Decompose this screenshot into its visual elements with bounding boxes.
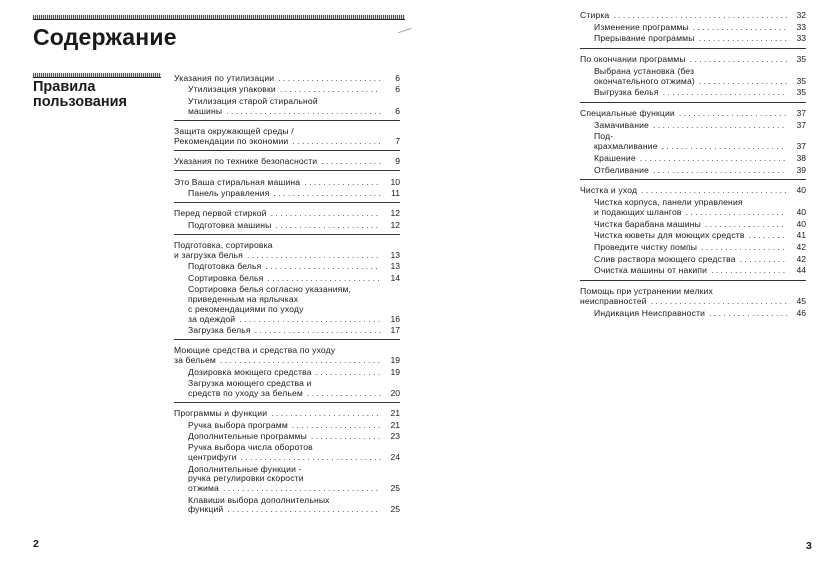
toc-subentry-text: Чистка кюветы для моющих средств	[594, 230, 745, 241]
dot-leader: . . . . . . . . . . . . . . . . . . .	[698, 75, 788, 86]
toc-page-number: 9	[395, 156, 400, 167]
document-title: Содержание	[33, 24, 177, 50]
toc-page-number: 19	[390, 366, 400, 377]
toc-subentry-text: Клавиши выбора дополнительных	[188, 494, 330, 505]
section-separator	[580, 48, 806, 49]
toc-page-number: 7	[395, 135, 400, 146]
dot-leader: . . . . . . . . . . . . . . . . . . . . . . .	[678, 108, 787, 118]
toc-subentry-text: Изменение программы	[594, 21, 689, 32]
dot-leader: . . . . . . . . . . . . . . . . . . . . . . . . . . . . . . .	[639, 152, 786, 163]
section-separator	[174, 150, 400, 151]
dot-leader: . . . . . . . . . . . . . . . . . . . . . . . . . . . . . . . . .	[222, 483, 379, 494]
dot-leader: . . . . . . . . . . . . . . . . . . . . . . . . . . . . . . . .	[227, 504, 378, 515]
dot-leader: . . . . . . . . . . . . . . . . . . . . . . .	[270, 208, 379, 219]
toc-page-number: 33	[796, 33, 806, 44]
section-separator	[174, 202, 400, 203]
toc-subentry-text: с рекомендациями по уходу	[188, 303, 304, 314]
toc-page-number: 14	[390, 272, 400, 283]
toc-page-number: 35	[796, 75, 806, 86]
dot-leader: . . . . . . . . . . . . . . . . . . . . .	[279, 84, 378, 95]
toc-page-number: 41	[796, 230, 806, 241]
toc-page-number: 6	[395, 73, 400, 83]
toc-subentry-text: Индикация Неисправности	[594, 307, 706, 318]
toc-subentry-text: Подготовка машины	[188, 219, 272, 230]
dot-leader: . . . . . . . .	[748, 230, 785, 241]
page-number-left: 2	[33, 538, 39, 550]
toc-subentry-text: Сортировка белья согласно указаниям,	[188, 284, 352, 295]
toc-subentry-text: приведенным на ярлычках	[188, 294, 299, 304]
toc-page-number: 46	[796, 307, 806, 318]
dot-leader: . . . . . . . . . . . . . . . . . . . .	[692, 21, 786, 32]
section-separator	[174, 170, 400, 171]
toc-subentry-text: Подготовка белья	[188, 261, 262, 272]
toc-subentry-text: Крашение	[594, 152, 636, 163]
dot-leader: . . . . . . . . . . . . . . .	[310, 431, 381, 441]
toc-subentry-text: Панель управления	[188, 188, 270, 198]
toc-subentry-text: Утилизация упаковки	[188, 84, 276, 95]
section-title-line: Правила	[33, 79, 96, 95]
toc-page-number: 32	[796, 10, 806, 20]
section-separator	[174, 234, 400, 235]
toc-subentry-text: Чистка барабана машины	[594, 218, 701, 229]
toc-subentry-text: средств по уходу за бельем	[188, 387, 303, 398]
dot-leader: . . . . . . . . . . . . . . . . . . . . . . . .	[267, 272, 380, 283]
toc-page-number: 13	[390, 250, 400, 260]
toc-page-number: 13	[390, 261, 400, 272]
toc-subentry-text: и подающих шлангов	[594, 206, 682, 217]
toc-entry-text: и загрузка белья	[174, 250, 243, 260]
toc-page-number: 40	[796, 218, 806, 229]
toc-subentry-text: Отбеливание	[594, 164, 649, 175]
dot-leader: . . . . . . . . . . . . . . . . . . . . . . . . . .	[662, 87, 785, 98]
toc-entry-text: Стирка	[580, 10, 610, 20]
toc-page-number: 21	[390, 419, 400, 430]
toc-subentry-text: Сортировка белья	[188, 272, 264, 283]
toc-subentry-text: Слив раствора моющего средства	[594, 253, 736, 264]
dot-leader: . . . . . . . . . . . . . . . . . . .	[698, 33, 787, 44]
toc-left-column	[0, 0, 410, 576]
dot-leader: . . . . . . . . . . . . . . . . . . .	[292, 135, 381, 146]
toc-subentry-text: Прерывание программы	[594, 33, 695, 44]
toc-page-number: 37	[796, 108, 806, 118]
toc-page-number: 6	[395, 84, 400, 95]
toc-entry-text: за бельем	[174, 355, 216, 366]
dot-leader: . . . . . . . . . . . . . . . . . . . . .	[685, 206, 784, 217]
toc-entry-text: Подготовка, сортировка	[174, 240, 273, 251]
toc-subentry-text: Замачивание	[594, 119, 649, 130]
dot-leader: . . . . . . . . . . . . . . . . . . . . . . . .	[265, 261, 378, 272]
dot-leader: . . . . . . . . . . . . . . . . .	[704, 218, 784, 229]
toc-right-column	[410, 0, 821, 576]
dot-leader: . . . . . . . . . . . . . . . . . . . . . . . . . . . . .	[650, 295, 787, 306]
dot-leader: . . . . . . . . . . . . . . . . . . . . . .	[275, 219, 379, 230]
dot-leader: . . . . . . . . . . . . . . . . . . . . . .	[278, 73, 381, 83]
toc-page-number: 21	[390, 408, 400, 419]
toc-page-number: 17	[390, 325, 400, 335]
toc-page-number: 37	[796, 141, 806, 152]
toc-entry-text: Указания по утилизации	[174, 73, 275, 83]
toc-subentry-text: центрифуги	[188, 452, 237, 463]
toc-subentry-text: Проведите чистку помпы	[594, 241, 698, 252]
toc-entry-text: Защита окружающей среды /	[174, 126, 294, 136]
toc-page-number: 24	[390, 452, 400, 463]
dot-leader: . . . . . . . . . . . . . . . .	[306, 387, 382, 398]
toc-entry-text: Чистка и уход	[580, 185, 638, 196]
dot-leader: . . . . . . . . . . . . .	[321, 156, 381, 167]
toc-page-number: 10	[390, 176, 400, 187]
toc-subentry-text: крахмаливание	[594, 141, 658, 152]
dot-leader: . . . . . . . . . . . . . . . . . . . . . . . . . . . . . . . . .	[226, 105, 382, 116]
dot-leader: . . . . . . . . . . . . . . . . . . . . . . . . . . . . . . . . . . . . .	[613, 10, 788, 20]
toc-page-number: 25	[390, 483, 400, 494]
dot-leader: . . . . . . . . . . . . . . . . . . . . . . . . . . . .	[246, 250, 379, 260]
dot-leader: . . . . . . . . . . . . . . . . . . . . . . . . . . .	[254, 325, 382, 335]
dot-leader: . . . . . . . . . . . . . . . . . . . . . . . . . . . .	[652, 164, 785, 175]
toc-subentry-text: Выгрузка белья	[594, 87, 659, 98]
toc-entry-text: Указания по технике безопасности	[174, 156, 318, 167]
toc-page-number: 44	[796, 265, 806, 276]
dot-leader: . . . . . . . . . . . . . . . . . . . . . . . . . . . . . .	[240, 452, 382, 463]
section-separator	[174, 402, 400, 403]
toc-page-number: 20	[390, 387, 400, 398]
toc-page-number: 12	[390, 208, 400, 219]
toc-subentry-text: Ручка выбора программ	[188, 419, 288, 430]
toc-page-number: 37	[796, 119, 806, 130]
toc-entry-text: неисправностей	[580, 295, 647, 306]
toc-page-number: 39	[796, 164, 806, 175]
toc-entry-text: Рекомендации по экономии	[174, 135, 289, 146]
dot-leader: . . . . . . . . . . . . . . . . . . . . . . . . . . . . . . .	[641, 185, 787, 196]
page-number-right: 3	[806, 540, 812, 552]
dot-leader: . . . . . . . . . . . . . . . .	[304, 176, 379, 187]
dot-leader: . . . . . . . . . . . . . . . . . . . . . . . . . . . . . .	[239, 313, 381, 324]
toc-page-number: 42	[796, 253, 806, 264]
dot-leader: . . . . . . . . . . . . . . . . . . . . . . .	[271, 408, 379, 419]
toc-page-number: 16	[390, 313, 400, 324]
toc-page-number: 33	[796, 21, 806, 32]
toc-page-number: 12	[390, 219, 400, 230]
dot-leader: . . . . . . . . . . . . . .	[315, 366, 381, 377]
dot-leader: . . . . . . . . . . . . . . . . . . . . .	[689, 54, 788, 65]
dot-leader: . . . . . . . . . . . . . . . . . . . . . . . . . . . . . . . . . .	[219, 355, 380, 366]
toc-page-number: 25	[390, 504, 400, 515]
toc-entry-text: Специальные функции	[580, 108, 675, 118]
toc-page-number: 23	[390, 431, 400, 441]
toc-subentry-text: Загрузка белья	[188, 325, 251, 335]
toc-subentry-text: Чистка корпуса, панели управления	[594, 197, 743, 207]
toc-page-number: 45	[796, 295, 806, 306]
toc-subentry-text: ручка регулировки скорости	[188, 473, 304, 484]
dot-leader: . . . . . . . . . . . . . . . . . . .	[291, 419, 381, 430]
section-title-line: пользования	[33, 94, 128, 110]
section-separator	[580, 280, 806, 281]
dot-leader: . . . . . . . . . .	[739, 253, 785, 264]
toc-entry-text: Программы и функции	[174, 408, 268, 419]
toc-subentry-text: Под-	[594, 131, 614, 142]
toc-page-number: 35	[796, 54, 806, 65]
toc-subentry-text: за одеждой	[188, 313, 236, 324]
toc-subentry-text: Дозировка моющего средства	[188, 366, 312, 377]
dot-leader: . . . . . . . . . . . . . . . .	[711, 265, 786, 276]
dot-leader: . . . . . . . . . . . . . . . . . .	[701, 241, 785, 252]
dot-leader: . . . . . . . . . . . . . . . . .	[709, 307, 788, 318]
toc-subentry-text: Очистка машины от накипи	[594, 265, 708, 276]
toc-subentry-text: Утилизация старой стиральной	[188, 95, 318, 106]
toc-entry-text: По окончании программы	[580, 54, 686, 65]
toc-entry-text: Моющие средства и средства по уходу	[174, 345, 336, 356]
toc-entry-text: Помощь при устранении мелких	[580, 286, 713, 296]
dot-leader: . . . . . . . . . . . . . . . . . . . . . . . . . . . .	[652, 119, 785, 130]
dot-leader: . . . . . . . . . . . . . . . . . . . . . . . . . .	[661, 141, 784, 152]
toc-page-number: 38	[796, 152, 806, 163]
toc-subentry-text: Загрузка моющего средства и	[188, 378, 312, 388]
toc-page-number: 19	[390, 355, 400, 366]
toc-entry-text: Это Ваша стиральная машина	[174, 176, 301, 187]
toc-page-number: 35	[796, 87, 806, 98]
toc-subentry-text: отжима	[188, 483, 219, 494]
toc-subentry-text: машины	[188, 105, 223, 116]
toc-subentry-text: Дополнительные функции -	[188, 463, 302, 474]
toc-subentry-text: Выбрана установка (без	[594, 65, 695, 76]
section-separator	[174, 120, 400, 121]
toc-page-number: 40	[796, 206, 806, 217]
toc-subentry-text: Ручка выбора числа оборотов	[188, 442, 313, 453]
toc-page-number: 40	[796, 185, 806, 196]
toc-subentry-text: окончательного отжима)	[594, 75, 695, 86]
toc-page-number: 6	[395, 105, 400, 116]
toc-page-number: 11	[391, 188, 400, 198]
section-separator	[580, 179, 806, 180]
toc-subentry-text: Дополнительные программы	[188, 431, 307, 441]
toc-entry-text: Перед первой стиркой	[174, 208, 267, 219]
dot-leader: . . . . . . . . . . . . . . . . . . . . . . .	[273, 188, 381, 198]
section-separator	[174, 339, 400, 340]
section-separator	[580, 102, 806, 103]
toc-subentry-text: функций	[188, 504, 224, 515]
toc-page-number: 42	[796, 241, 806, 252]
